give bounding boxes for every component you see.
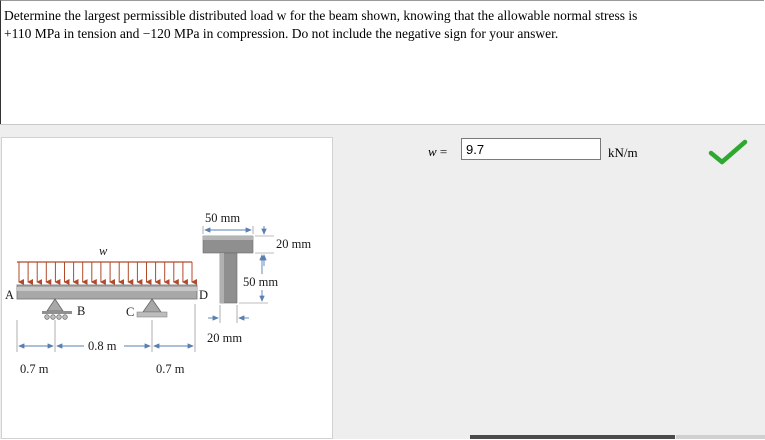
question-box	[0, 0, 764, 124]
question-text	[4, 7, 759, 43]
beam-figure	[1, 137, 333, 439]
equals-sign: =	[436, 144, 448, 159]
beam-diagram	[2, 138, 334, 440]
bottom-bar-track	[676, 435, 765, 439]
beam-highlight	[17, 287, 197, 291]
variable-w: w	[428, 144, 437, 159]
load-arrows	[19, 262, 192, 282]
point-label-a: A	[5, 288, 15, 302]
dim-label-ab: 0.7 m	[20, 362, 49, 376]
question-line-2: +110 MPa in tension and −120 MPa in compression. Do not include the negative sign for your answer.	[4, 26, 559, 41]
t-cross-section	[203, 236, 253, 303]
checkmark-icon	[708, 139, 748, 165]
dim-label-flange-thickness: 20 mm	[276, 237, 312, 251]
dim-label-flange-width: 50 mm	[205, 211, 241, 225]
answer-variable-label	[428, 144, 447, 160]
dim-label-web-thickness: 20 mm	[207, 331, 243, 345]
point-label-c: C	[126, 305, 135, 319]
load-label-w: w	[99, 244, 108, 258]
answer-area	[0, 124, 765, 439]
dim-label-web-height: 50 mm	[243, 275, 279, 289]
pin-support-c	[137, 299, 167, 317]
dim-label-bc: 0.8 m	[88, 339, 117, 353]
point-label-d: D	[199, 288, 209, 302]
answer-input[interactable]	[461, 138, 601, 160]
point-label-b: B	[77, 304, 86, 318]
dim-label-cd: 0.7 m	[156, 362, 185, 376]
submit-bar[interactable]	[470, 435, 675, 439]
question-line-1: Determine the largest permissible distributed load w for the beam shown, knowing that the allowable normal stress is	[4, 8, 638, 23]
roller-support-b	[42, 299, 72, 319]
unit-label: kN/m	[608, 145, 638, 160]
